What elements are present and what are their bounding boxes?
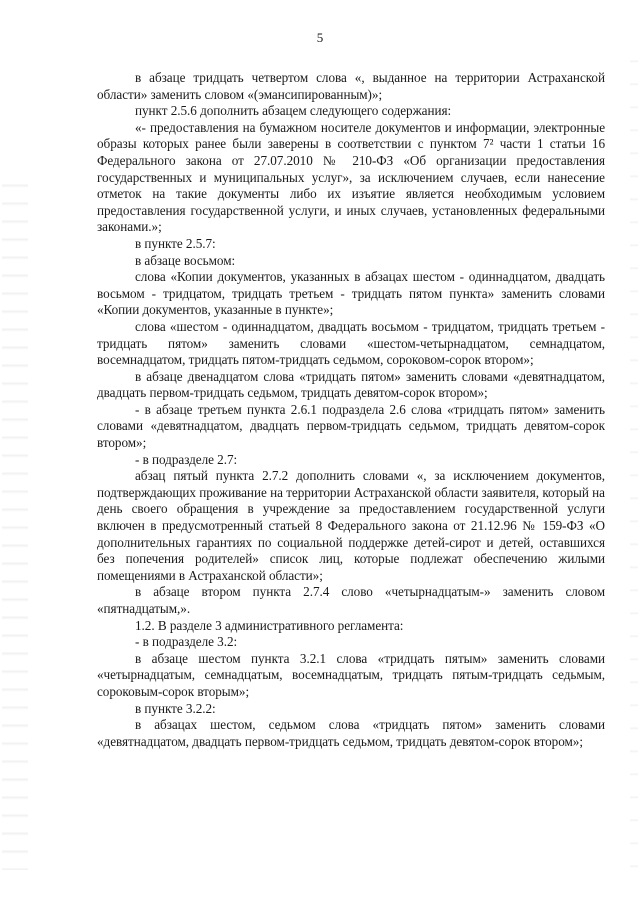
paragraph: слова «шестом - одиннадцатом, двадцать восьмом - тридцатом, тридцать третьем - тридцать пятом» заменить словами «шестом-четырнадцатом, семнадцатом, восемнадцатом, тридцать пятом-тридцать седьмом, сороковом-сорок втором»;: [97, 318, 605, 368]
paragraph: в абзацах шестом, седьмом слова «тридцать пятом» заменить словами «девятнадцатом, двадцать первом-тридцать седьмом, тридцать девятом-сорок втором»;: [97, 717, 605, 749]
paragraph: в абзаце двенадцатом слова «тридцать пятом» заменить словами «девятнадцатом, двадцать первом-тридцать седьмом, тридцать девятом-сорок втором»;: [97, 368, 605, 401]
paragraph: в абзаце тридцать четвертом слова «, выданное на территории Астраханской области» заменить словом «(эмансипированным)»;: [97, 70, 605, 102]
document-body: [97, 70, 605, 750]
scan-artifact-right: [630, 40, 638, 880]
paragraph: абзац пятый пункта 2.7.2 дополнить словами «, за исключением документов, подтверждающих проживание на территории Астраханской области заявителя, который на день своего обращения в учреждение за предоставлением государственной услуги включен в предусмотренный статьей 8 Федерального закона от 21.12.96 № 159-ФЗ «О дополнительных гарантиях по социальной поддержке детей-сирот и детей, оставшихся без попечения родителей» список лиц, которые подлежат обеспечению жилыми помещениями в Астраханской области»;: [97, 468, 605, 583]
paragraph: слова «Копии документов, указанных в абзацах шестом - одиннадцатом, двадцать восьмом - тридцатом, тридцать третьем - тридцать пятом пункта» заменить словами «Копии документов, указанные в пункте»;: [97, 269, 605, 318]
paragraph: - в подразделе 3.2:: [135, 634, 238, 650]
paragraph: - в абзаце третьем пункта 2.6.1 подраздела 2.6 слова «тридцать пятом» заменить словами «девятнадцатом, двадцать первом-тридцать седьмом, тридцать девятом-сорок втором»;: [97, 401, 605, 451]
paragraph: пункт 2.5.6 дополнить абзацем следующего содержания:: [135, 103, 452, 119]
paragraph: 1.2. В разделе 3 административного регламента:: [135, 617, 404, 633]
page-number: 5: [316, 30, 324, 45]
paragraph: в пункте 3.2.2:: [135, 700, 216, 716]
paragraph: в пункте 2.5.7:: [135, 235, 216, 251]
paragraph: «- предоставления на бумажном носителе документов и информации, электронные образы которых ранее были заверены в соответствии с пунктом 7² части 1 статьи 16 Федерального закона от 27.07.2010 № 210-ФЗ «Об организации предоставления государственных и муниципальных услуг», за исключением случаев, если нанесение отметок на такие документы либо их изъятие является необходимым условием предоставления государственной услуги, и иных случаев, установленных федеральными законами.»;: [97, 119, 605, 235]
paragraph: в абзаце восьмом:: [135, 252, 236, 268]
paragraph: в абзаце втором пункта 2.7.4 слово «четырнадцатым-» заменить словом «пятнадцатым,».: [97, 584, 605, 616]
paragraph: - в подразделе 2.7:: [135, 451, 238, 467]
paragraph: в абзаце шестом пункта 3.2.1 слова «тридцать пятым» заменить словами «четырнадцатым, семнадцатым, восемнадцатым, тридцать пятым-тридцать седьмым, сороковым-сорок вторым»;: [97, 650, 605, 699]
scan-artifact-left: [2, 170, 28, 870]
